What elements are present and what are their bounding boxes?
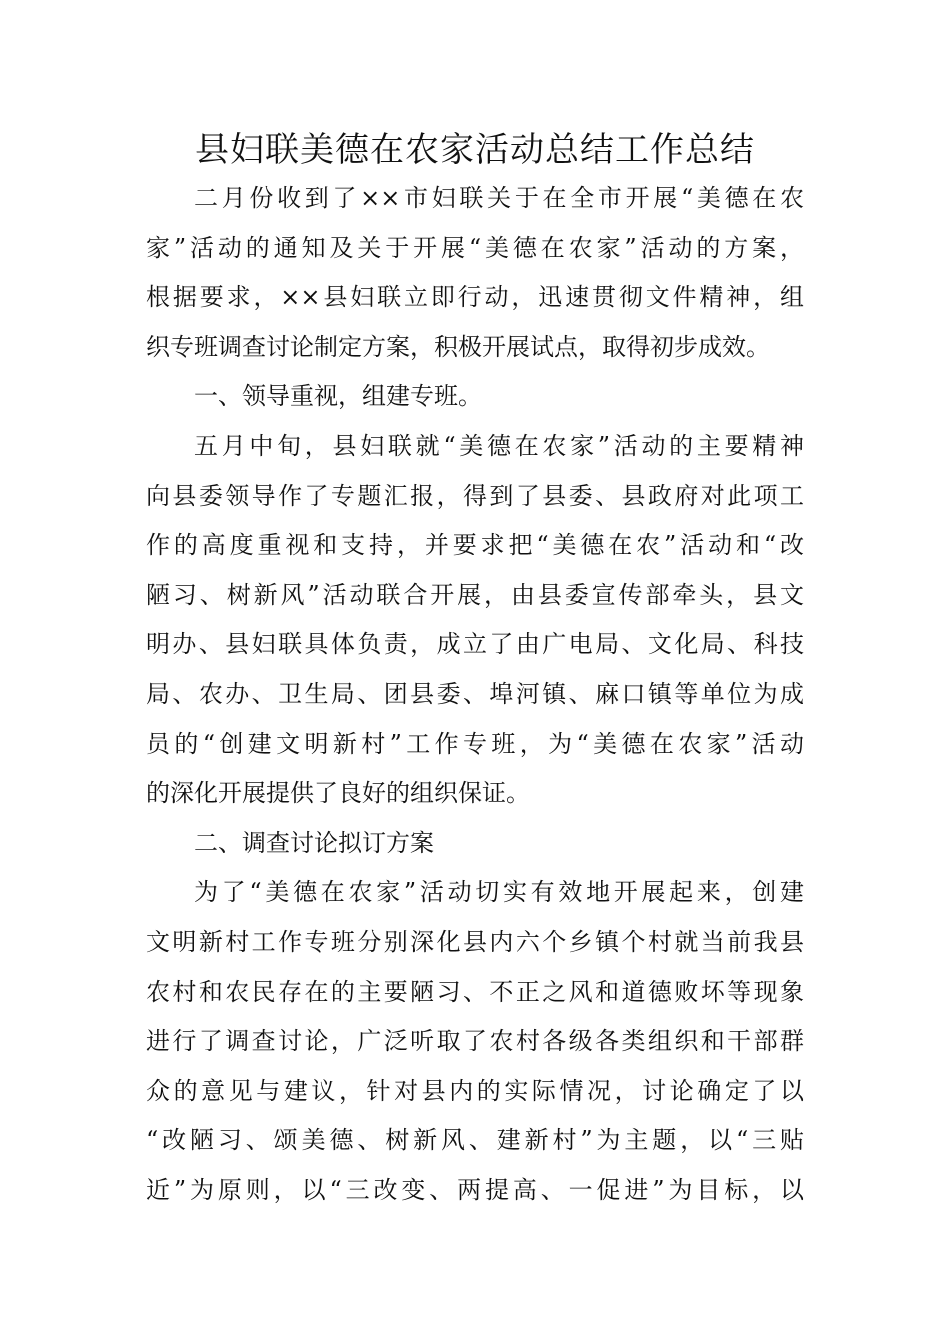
body-line: 文明新村工作专班分别深化县内六个乡镇个村就当前我县: [146, 928, 804, 956]
body-line: 家”活动的通知及关于开展“美德在农家”活动的方案，: [146, 233, 804, 262]
body-line: 织专班调查讨论制定方案，积极开展试点，取得初步成效。: [146, 332, 770, 361]
body-line: 向县委领导作了专题汇报，得到了县委、县政府对此项工: [146, 481, 804, 510]
body-line: 二、调查讨论拟订方案: [194, 828, 434, 857]
body-line: 农村和农民存在的主要陋习、不正之风和道德败坏等现象: [146, 977, 804, 1006]
body-line: 众的意见与建议，针对县内的实际情况，讨论确定了以: [146, 1076, 804, 1105]
body-line: 明办、县妇联具体负责，成立了由广电局、文化局、科技: [146, 630, 804, 659]
body-line: 作的高度重视和支持，并要求把“美德在农”活动和“改: [146, 531, 804, 560]
body-line: 局、农办、卫生局、团县委、埠河镇、麻口镇等单位为成: [146, 680, 804, 708]
body-line: 二月份收到了××市妇联关于在全市开展“美德在农: [194, 184, 804, 212]
body-line: 员的“创建文明新村”工作专班，为“美德在农家”活动: [146, 729, 804, 758]
document-title: 县妇联美德在农家活动总结工作总结: [195, 130, 755, 170]
body-line: 为了“美德在农家”活动切实有效地开展起来，创建: [194, 878, 804, 907]
body-line: “改陋习、颂美德、树新风、建新村”为主题，以“三贴: [146, 1126, 804, 1155]
body-line: 的深化开展提供了良好的组织保证。: [146, 779, 530, 808]
body-line: 根据要求，××县妇联立即行动，迅速贯彻文件精神，组: [146, 283, 804, 312]
body-line: 进行了调查讨论，广泛听取了农村各级各类组织和干部群: [146, 1027, 804, 1056]
body-line: 一、领导重视，组建专班。: [194, 382, 482, 411]
body-line: 五月中旬，县妇联就“美德在农家”活动的主要精神: [194, 432, 804, 460]
body-line: 近”为原则，以“三改变、两提高、一促进”为目标，以: [146, 1176, 804, 1204]
body-line: 陋习、树新风”活动联合开展，由县委宣传部牵头，县文: [146, 580, 804, 609]
